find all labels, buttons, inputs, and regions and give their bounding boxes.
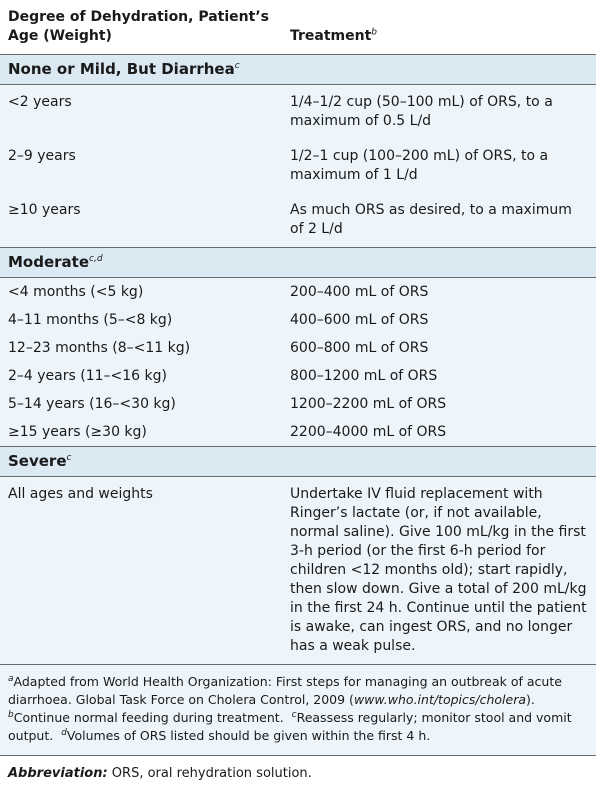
header-treatment xyxy=(282,0,596,55)
table-row xyxy=(0,85,596,140)
treatment-cell: 600–800 mL of ORS xyxy=(282,334,596,362)
table-row xyxy=(0,278,596,307)
table-row xyxy=(0,306,596,334)
header-degree-label: Degree of Dehydration, Patient’s Age (Weight) xyxy=(8,9,269,44)
section-title-sup: c,d xyxy=(89,254,103,264)
footnote-d-mark: d xyxy=(61,727,67,738)
section-title: Severe xyxy=(8,452,67,470)
footnote-d-text: Volumes of ORS listed should be given within the first 4 h. xyxy=(66,728,431,743)
treatment-cell: 1200–2200 mL of ORS xyxy=(282,390,596,418)
footnote-bcd xyxy=(8,709,588,745)
table-row xyxy=(0,390,596,418)
table-row xyxy=(0,418,596,447)
section-title-cell xyxy=(0,447,596,477)
treatment-cell: 1/4–1/2 cup (50–100 mL) of ORS, to a maximum of 0.5 L/d xyxy=(282,85,596,140)
section-title-cell xyxy=(0,248,596,278)
table-row xyxy=(0,193,596,248)
header-treatment-sup: b xyxy=(371,27,378,38)
abbreviation-text: ORS, oral rehydration solution. xyxy=(107,766,312,781)
treatment-cell: 1/2–1 cup (100–200 mL) of ORS, to a maximum of 1 L/d xyxy=(282,139,596,193)
footnote-a-url: www.who.int/topics/cholera xyxy=(353,692,527,707)
section-header-row xyxy=(0,447,596,477)
age-cell: 4–11 months (5–<8 kg) xyxy=(0,306,282,334)
table-header xyxy=(0,0,596,55)
footnote-c-text: Reassess regularly; monitor stool and vomit output. xyxy=(8,710,572,743)
age-cell: <2 years xyxy=(0,85,282,140)
section-title: Moderate xyxy=(8,253,90,271)
section-header-row xyxy=(0,55,596,85)
footnote-b-text: Continue normal feeding during treatment. xyxy=(13,710,284,725)
section-header-row xyxy=(0,248,596,278)
footnote-c-mark: c xyxy=(291,709,297,720)
age-cell: <4 months (<5 kg) xyxy=(0,278,282,307)
footnotes xyxy=(0,664,596,756)
table-row xyxy=(0,362,596,390)
treatment-cell: 800–1200 mL of ORS xyxy=(282,362,596,390)
age-cell: ≥10 years xyxy=(0,193,282,248)
footnote-a-text: Adapted from World Health Organization: First steps for managing an outbreak of acute diarrhoea. Global Task Force on Cholera Control, 2009 ( xyxy=(8,674,562,707)
treatment-cell: 400–600 mL of ORS xyxy=(282,306,596,334)
table-body xyxy=(0,55,596,665)
table-row xyxy=(0,334,596,362)
treatment-cell: 200–400 mL of ORS xyxy=(282,278,596,307)
table-row xyxy=(0,139,596,193)
section-title-sup: c xyxy=(66,453,72,463)
age-cell: 2–9 years xyxy=(0,139,282,193)
section-title-sup: c xyxy=(234,61,240,71)
treatment-cell: 2200–4000 mL of ORS xyxy=(282,418,596,447)
header-degree xyxy=(0,0,282,55)
treatment-cell: As much ORS as desired, to a maximum of 2 L/d xyxy=(282,193,596,248)
footnote-b-mark: b xyxy=(8,709,14,720)
abbreviation-label: Abbreviation: xyxy=(8,766,108,781)
age-cell: 12–23 months (8–<11 kg) xyxy=(0,334,282,362)
footnote-a-end: ). xyxy=(526,692,535,707)
age-cell: 2–4 years (11–<16 kg) xyxy=(0,362,282,390)
section-title: None or Mild, But Diarrhea xyxy=(8,60,235,78)
footnote-a-mark: a xyxy=(8,673,14,684)
table-row xyxy=(0,477,596,665)
age-cell: All ages and weights xyxy=(0,477,282,665)
footnote-a xyxy=(8,673,588,709)
section-title-cell xyxy=(0,55,596,85)
header-treatment-label: Treatment xyxy=(290,28,372,44)
age-cell: 5–14 years (16–<30 kg) xyxy=(0,390,282,418)
abbreviation-note xyxy=(0,756,596,791)
treatment-cell: Undertake IV fluid replacement with Ringer’s lactate (or, if not available, normal saline). Give 100 mL/kg in the first 3-h period (or the first 6-h period for children <12 months old); start rapidly, then slow down. Give a total of 200 mL/kg in the first 24 h. Continue until the patient is awake, can ingest ORS, and no longer has a weak pulse. xyxy=(282,477,596,665)
age-cell: ≥15 years (≥30 kg) xyxy=(0,418,282,447)
